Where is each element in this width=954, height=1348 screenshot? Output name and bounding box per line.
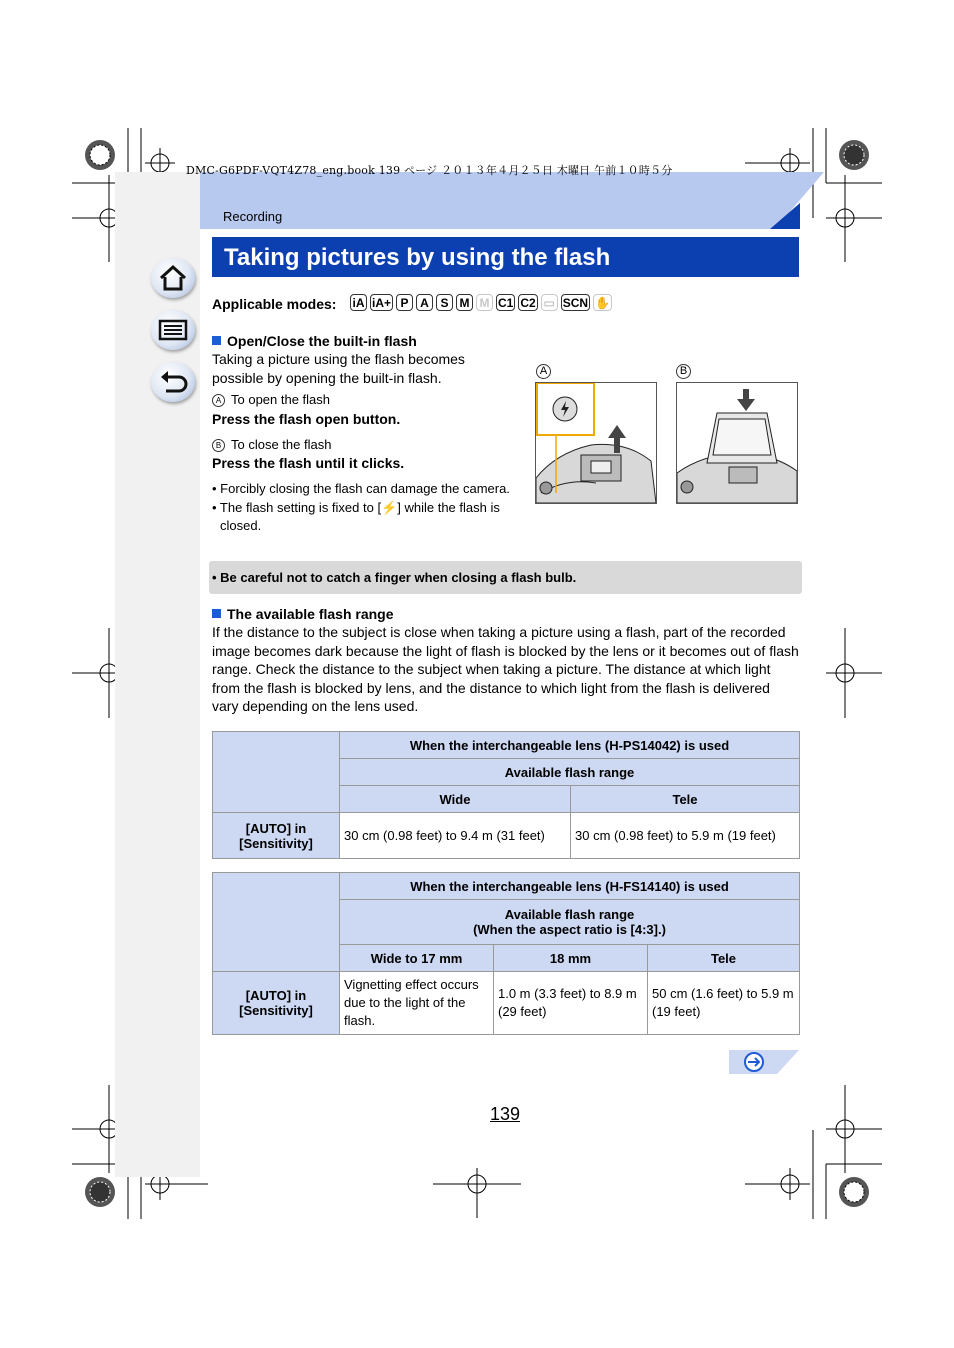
back-icon (158, 368, 188, 396)
mode-icon: ✋ (595, 295, 610, 310)
mode-icon: A (416, 294, 433, 311)
table-cell: 1.0 m (3.3 feet) to 8.9 m (29 feet) (494, 972, 648, 1035)
flash-range-table-1 (212, 731, 800, 859)
print-meta-line: DMC-G6PDF-VQT4Z78_eng.book 139 ページ ２０１３年４月２５日 木曜日 午前１０時５分 (186, 164, 673, 177)
figure-close-flash (676, 382, 798, 504)
lens-header: When the interchangeable lens (H-FS14140) is used (340, 873, 800, 900)
section-marker-icon (212, 609, 221, 618)
flash-range-table-2 (212, 872, 800, 1035)
home-icon (158, 264, 188, 292)
section1-intro: Taking a picture using the flash becomes possible by opening the built-in flash. (212, 351, 465, 386)
marker-b: B (212, 439, 225, 452)
table-cell: 50 cm (1.6 feet) to 5.9 m (19 feet) (648, 972, 800, 1035)
mode-icon: ▭ (541, 294, 558, 311)
next-page-button[interactable] (729, 1050, 799, 1074)
lens-header: When the interchangeable lens (H-PS14042) is used (340, 732, 800, 759)
table-cell: Vignetting effect occurs due to the light of the flash. (340, 972, 494, 1035)
menu-button[interactable] (151, 310, 195, 350)
home-button[interactable] (151, 258, 195, 298)
table-cell: 30 cm (0.98 feet) to 5.9 m (19 feet) (571, 813, 800, 859)
figure-b-label: B (676, 364, 691, 379)
range-header: Available flash range (340, 759, 800, 786)
section-marker-icon (212, 336, 221, 345)
row-header: [AUTO] in [Sensitivity] (213, 813, 340, 859)
mode-icon: M (476, 294, 493, 311)
modes-label: Applicable modes: (212, 296, 337, 312)
page-title: Taking pictures by using the flash (224, 244, 611, 271)
header-band (200, 170, 824, 230)
mode-icon: C1 (498, 295, 514, 310)
mode-icon: iA+ (372, 295, 392, 310)
figure-open-flash (535, 382, 657, 504)
mode-icon: P (396, 294, 413, 311)
figure-a-label: A (536, 364, 551, 379)
marker-a: A (212, 394, 225, 407)
mode-icon: C2 (520, 295, 536, 310)
table-cell: 30 cm (0.98 feet) to 9.4 m (31 feet) (340, 813, 571, 859)
section2-body: If the distance to the subject is close when taking a picture using a flash, part of the recorded image becomes dark because the light of flash is blocked by the lens or it becomes out of flash range. Check the distance to the subject when taking a picture. The distance at which light from the flash is blocked by lens, and the distance to which light from the flash is delivered vary depending on the lens used. (212, 624, 799, 714)
notes-list (212, 480, 512, 536)
section1-heading: Open/Close the built-in flash (212, 333, 417, 349)
mode-icon: SCN (562, 295, 589, 310)
col-header: Wide to 17 mm (340, 945, 494, 972)
step-a-action: Press the flash open button. (212, 411, 401, 427)
step-a: A To open the flash (212, 391, 330, 409)
col-header: Tele (571, 786, 800, 813)
table-corner (213, 732, 340, 813)
mode-icon: M (456, 294, 473, 311)
range-header: Available flash range (When the aspect ratio is [4:3].) (340, 900, 800, 945)
title-bar (212, 237, 799, 277)
col-header: Wide (340, 786, 571, 813)
page-number: 139 (490, 1104, 521, 1124)
section2-heading: The available flash range (212, 606, 394, 622)
step-b: B To close the flash (212, 436, 331, 454)
note-item: • The flash setting is fixed to [⚡] while the flash is closed. (212, 499, 500, 533)
note-item: • Forcibly closing the flash can damage the camera. (212, 481, 510, 496)
back-button[interactable] (151, 362, 195, 402)
row-header: [AUTO] in [Sensitivity] (213, 972, 340, 1035)
col-header: Tele (648, 945, 800, 972)
col-header: 18 mm (494, 945, 648, 972)
mode-icon: iA (350, 294, 367, 311)
section-label: Recording (223, 209, 283, 224)
mode-icon: S (436, 294, 453, 311)
mode-icons (350, 294, 612, 311)
table-corner (213, 873, 340, 972)
step-b-action: Press the flash until it clicks. (212, 455, 405, 471)
caution-note: • Be careful not to catch a finger when closing a flash bulb. (209, 561, 802, 594)
menu-list-icon (158, 316, 188, 344)
